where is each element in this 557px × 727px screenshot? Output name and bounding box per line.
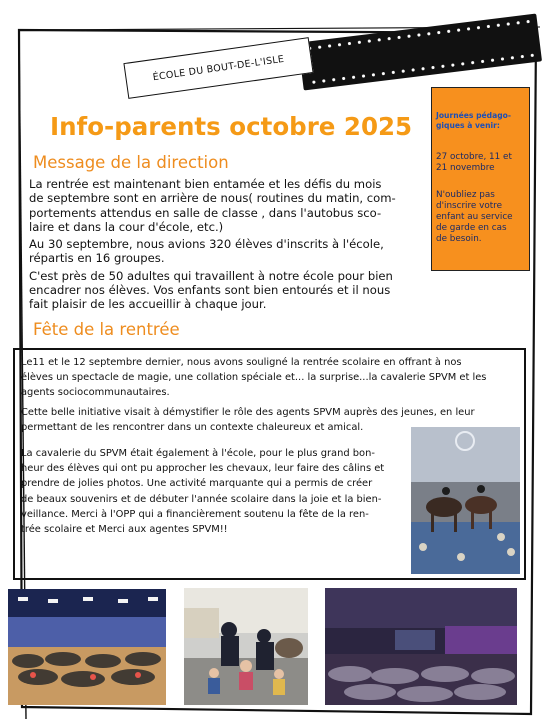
text-line: heur des élèves qui ont pu approcher les chevaux, leur faire des câlins et: [21, 463, 385, 475]
photo-police-students: [184, 588, 308, 705]
text-line: Le11 et le 12 septembre dernier, nous avons souligné la rentrée scolaire en offrant à nos: [21, 357, 462, 368]
text-line: répartis en 16 groupes.: [29, 251, 165, 266]
text-line: fait plaisir de les accueillir à chaque jour.: [29, 297, 267, 312]
direction-paragraph: [29, 269, 429, 312]
school-name: ÉCOLE DU BOUT-DE-L'ISLE: [152, 53, 285, 83]
pedagogical-days-label: Journées pédago- giques à venir:: [436, 111, 512, 130]
text-line: prendre de jolies photos. Une activité marquante qui a permis de créer: [21, 478, 373, 490]
text-line: encadrer nos élèves. Vos enfants sont bien entourés et il nous: [29, 283, 391, 298]
text-line: Au 30 septembre, nous avions 320 élèves d'inscrits à l'école,: [29, 237, 384, 252]
pedagogical-days-box: [431, 87, 530, 271]
text-line: Cette belle initiative visait à démystifier le rôle des agents SPVM auprès des jeunes, en leur: [21, 406, 475, 418]
fete-intro: [21, 355, 521, 435]
heading-fete: Fête de la rentrée: [33, 320, 180, 339]
text-line: de beaux souvenirs et de débuter l'année scolaire dans la joie et la bien-: [21, 493, 382, 505]
text-line: La rentrée est maintenant bien entamée et les défis du mois: [29, 177, 382, 191]
text-line: élèves un spectacle de magie, une collation spéciale et... la surprise...la cavalerie SPVM et les: [21, 372, 487, 384]
newsletter-title: Info-parents octobre 2025: [50, 112, 413, 141]
photo-police-horses: [411, 427, 520, 574]
text-line: trée scolaire et Merci aux agentes SPVM!!: [21, 524, 228, 536]
text-line: permettant de les rencontrer dans un contexte chaleureux et amical.: [21, 421, 364, 433]
daycare-reminder: N'oubliez pas d'inscrire votre enfant au service de garde en cas de besoin.: [436, 190, 513, 244]
direction-body: [29, 177, 429, 312]
text-line: C'est près de 50 adultes qui travaillent à notre école pour bien: [29, 268, 393, 283]
text-line: portements attendus en salle de classe , dans l'autobus sco-: [29, 205, 382, 220]
photo-gym-assembly: [8, 589, 166, 705]
heading-direction: Message de la direction: [33, 153, 229, 172]
text-line: de septembre sont en arrière de nous( routines du matin, com-: [29, 191, 396, 206]
text-line: laire et dans la cour d'école, etc.): [29, 219, 224, 234]
direction-paragraph: [29, 177, 429, 234]
text-line: La cavalerie du SPVM était également à l'école, pour le plus grand bon-: [21, 448, 375, 459]
text-line: agents sociocommunautaires.: [21, 387, 170, 399]
pedagogical-days-dates: 27 octobre, 11 et 21 novembre: [436, 152, 512, 173]
photo-gym-show: [325, 588, 517, 705]
fete-cavalerie: [21, 446, 409, 537]
text-line: veillance. Merci à l'OPP qui a financièrement soutenu la fête de la ren-: [21, 508, 369, 520]
direction-paragraph: [29, 237, 429, 266]
